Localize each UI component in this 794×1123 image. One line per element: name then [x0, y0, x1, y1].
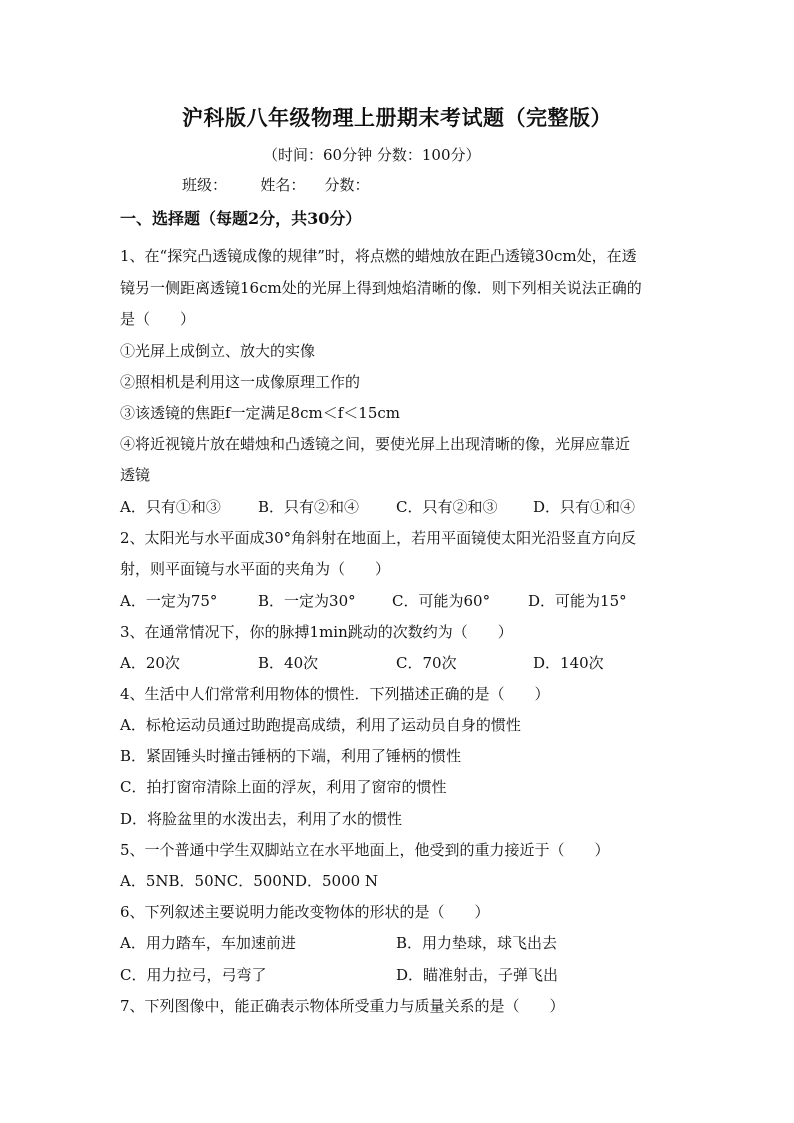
q2-option-d[interactable]: D．可能为15°	[528, 592, 627, 610]
q1-option-b[interactable]: B．只有②和④	[258, 498, 360, 516]
q2-options	[120, 591, 680, 611]
q3-option-a[interactable]: A．20次	[120, 654, 180, 672]
q1-statement-3: ③该透镜的焦距f一定满足8cm＜f＜15cm	[120, 404, 400, 422]
q1-options	[120, 497, 680, 517]
q1-option-c[interactable]: C．只有②和③	[396, 498, 498, 516]
q4-stem: 4、生活中人们常常利用物体的惯性．下列描述正确的是（ ）	[120, 685, 550, 703]
q6-option-c[interactable]: C．用力拉弓，弓弯了	[120, 966, 267, 984]
q6-options-row2	[120, 965, 620, 985]
q5-options[interactable]: A．5NB．50NC．500ND．5000 N	[120, 872, 379, 890]
q5-stem: 5、一个普通中学生双脚站立在水平地面上，他受到的重力接近于（ ）	[120, 841, 610, 859]
q1-stem-line2: 镜另一侧距离透镜16cm处的光屏上得到烛焰清晰的像．则下列相关说法正确的	[120, 279, 642, 297]
q6-option-a[interactable]: A．用力踏车，车加速前进	[120, 934, 296, 952]
q2-stem-line2: 射，则平面镜与水平面的夹角为（ ）	[120, 560, 391, 578]
q3-option-b[interactable]: B．40次	[258, 654, 319, 672]
q3-option-d[interactable]: D．140次	[533, 654, 604, 672]
q2-stem-line1: 2、太阳光与水平面成30°角斜射在地面上，若用平面镜使太阳光沿竖直方向反	[120, 529, 637, 547]
student-info-line: 班级： 姓名： 分数：	[182, 176, 370, 194]
q2-option-b[interactable]: B．一定为30°	[258, 592, 356, 610]
exam-time-score: （时间：60分钟 分数：100分）	[263, 146, 481, 164]
q4-option-d[interactable]: D．将脸盆里的水泼出去，利用了水的惯性	[120, 810, 403, 828]
q1-option-d[interactable]: D．只有①和④	[533, 498, 636, 516]
q6-option-b[interactable]: B．用力垫球，球飞出去	[396, 934, 558, 952]
q1-option-a[interactable]: A．只有①和③	[120, 498, 221, 516]
q1-statement-2: ②照相机是利用这一成像原理工作的	[120, 373, 361, 391]
q1-statement-1: ①光屏上成倒立、放大的实像	[120, 342, 316, 360]
q3-stem: 3、在通常情况下，你的脉搏1min跳动的次数约为（ ）	[120, 623, 513, 641]
q2-option-c[interactable]: C．可能为60°	[392, 592, 491, 610]
q1-statement-4-line1: ④将近视镜片放在蜡烛和凸透镜之间，要使光屏上出现清晰的像，光屏应靠近	[120, 435, 631, 453]
q1-stem-line3: 是（ ）	[120, 310, 196, 328]
q3-option-c[interactable]: C．70次	[396, 654, 457, 672]
q6-options-row1	[120, 933, 620, 953]
q2-option-a[interactable]: A．一定为75°	[120, 592, 218, 610]
q6-stem: 6、下列叙述主要说明力能改变物体的形状的是（ ）	[120, 903, 490, 921]
section-heading: 一、选择题（每题2分，共30分）	[120, 209, 362, 228]
q6-option-d[interactable]: D．瞄准射击，子弹飞出	[396, 966, 559, 984]
q4-option-b[interactable]: B．紧固锤头时撞击锤柄的下端，利用了锤柄的惯性	[120, 747, 462, 765]
q1-statement-4-line2: 透镜	[120, 466, 151, 484]
q7-stem: 7、下列图像中，能正确表示物体所受重力与质量关系的是（ ）	[120, 997, 565, 1015]
q1-stem-line1: 1、在“探究凸透镜成像的规律”时，将点燃的蜡烛放在距凸透镜30cm处，在透	[120, 247, 637, 265]
page-title: 沪科版八年级物理上册期末考试题（完整版）	[182, 105, 612, 130]
q4-option-c[interactable]: C．拍打窗帘清除上面的浮灰，利用了窗帘的惯性	[120, 778, 447, 796]
q4-option-a[interactable]: A．标枪运动员通过助跑提高成绩，利用了运动员自身的惯性	[120, 716, 521, 734]
q3-options	[120, 653, 680, 673]
